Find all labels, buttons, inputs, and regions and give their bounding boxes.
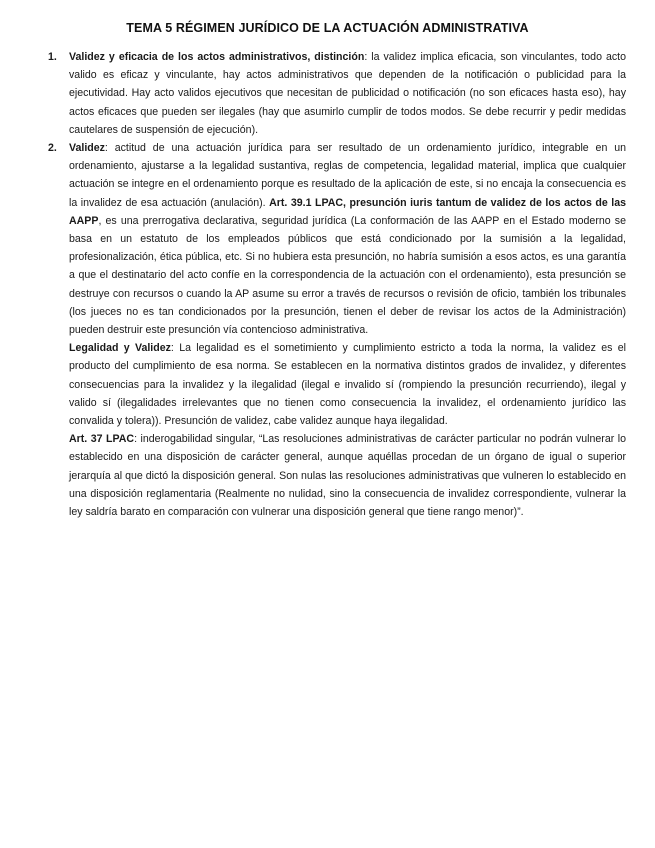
list-item-2 [46, 139, 626, 339]
paragraph-text: : la validez implica eficacia, son vinculantes, todo acto valido es eficaz y vinculante, hay actos administrativos que dependen de la notificación o publicidad para la ejecutividad. Hay acto validos ejecutivos que necesitan de publicidad o notificación (no son eficaces hasta eso), hay actos eficaces que pueden ser ilegales (hay que asumirlo cumplir de todos modos. Se debe recurrir y pedir medidas cautelares de suspensión de ejecución). [69, 51, 626, 136]
paragraph [69, 139, 626, 339]
paragraph-text: : inderogabilidad singular, “Las resoluciones administrativas de carácter particular no podrán vulnerar lo establecido en una disposición de carácter general, aunque aquéllas procedan de un órgano de igual o superior jerarquía al que dictó la disposición general. Son nulas las resoluciones administrativas que vulneren lo establecido en una disposición reglamentaria (Realmente no nulidad, sino la consecuencia de invalidez correspondiente, vulnerar la ley saldría barato en comparación con vulnerar una disposición general que tiene rango menor)”. [69, 433, 626, 519]
list-number: 1. [48, 51, 57, 63]
paragraph-text: : actitud de una actuación jurídica para ser resultado de un ordenamiento jurídico, integrable en un ordenamiento, ajustarse a la legalidad sustantiva, reglas de competencia, legalidad material, implica que cualquier actuación se integre en el ordenamiento porque es resultado de la aplicación de este, si no encaja la consecuencia es la invalidez de esa actuación (anulación). [69, 142, 626, 209]
paragraph [69, 48, 626, 139]
subparagraph-legalidad-validez [46, 339, 626, 430]
bold-citation: Art. 39.1 LPAC, presunción iuris tantum de validez de los actos de las AAPP [69, 196, 626, 227]
list-item-1 [46, 48, 626, 139]
bold-heading: Art. 37 LPAC [69, 433, 135, 446]
paragraph-text: : La legalidad es el sometimiento y cumplimiento estricto a toda la norma, la validez es el producto del cumplimiento de esa norma. Se establecen en la normativa distintos grados de invalidez, y diferentes consecuencias para la invalidez y la ilegalidad (ilegal e invalido sí (rompiendo la presunción recurriendo), ilegal y valido sí (ilegalidades irrelevantes que no tienen como consecuencia la invalidez, el ordenamiento jurídico las convalida y tolera)). Presunción de validez, cabe validez aunque haya ilegalidad. [69, 342, 626, 428]
list-number: 2. [48, 142, 57, 155]
document-title: TEMA 5 RÉGIMEN JURÍDICO DE LA ACTUACIÓN ADMINISTRATIVA [126, 21, 529, 35]
bold-heading: Legalidad y Validez [69, 342, 171, 355]
bold-heading: Validez y eficacia de los actos administrativos, distinción [69, 51, 365, 63]
bold-heading: Validez [69, 142, 105, 155]
document-body [46, 48, 626, 521]
subparagraph-art-37 [46, 430, 626, 521]
paragraph-text: , es una prerrogativa declarativa, seguridad jurídica (La conformación de las AAPP en el Estado moderno se basa en un estatuto de los empleados públicos que está condicionado por la sumisión a la legalidad, profesionalización, ética pública, etc. Si no hubiera esta presunción, no habría sumisión a esos actos, es una garantía a que el destinatario del acto confíe en la correspondencia de la actuación con el ordenamiento), esta presunción se destruye con recursos o cuando la AP asume su error a través de recursos o revisión de oficio, también los tribunales (los jueces no es tan condicionados por la presunción, tienen el deber de revisar los actos de la Administración) pueden destruir este presunción vía contencioso administrativa. [69, 214, 626, 337]
